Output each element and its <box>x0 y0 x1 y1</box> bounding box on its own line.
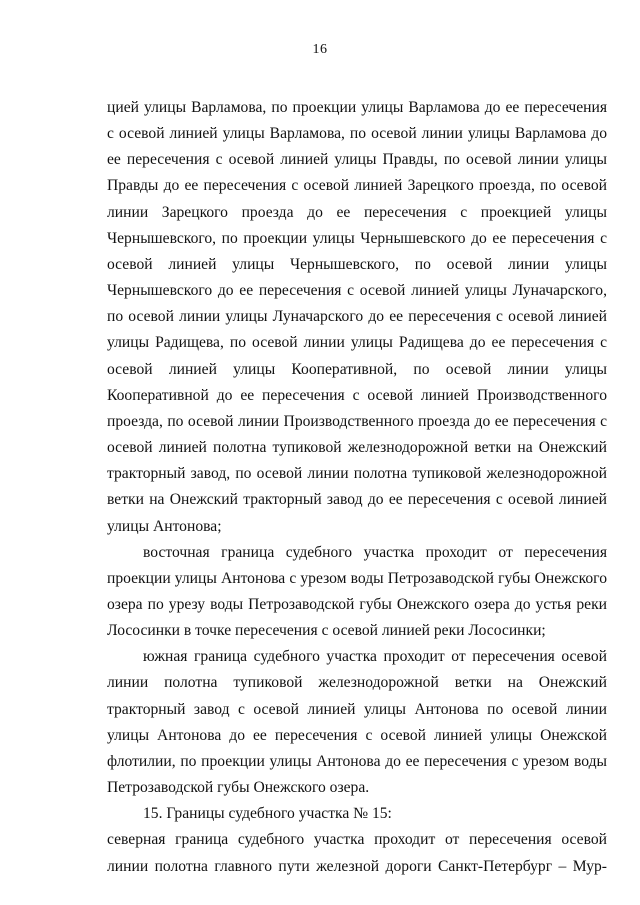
document-body <box>107 95 607 880</box>
paragraph-east-boundary: восточная граница судебного участка проходит от пересечения проекции улицы Антонова с урезом воды Петрозаводской губы Онежского озера по урезу воды Петрозаводской губы Онежского озера до устья реки Лососинки в точке пересечения с осевой линией реки Лососинки; <box>107 543 607 640</box>
page-number: 16 <box>312 42 328 57</box>
paragraph-continued-north-boundary: цией улицы Варламова, по проекции улицы Варламова до ее пересечения с осевой линией улицы Варламова, по осевой линии улицы Варламова до ее пересечения с осевой линией улицы Правды, по осевой линии улицы Правды до ее пересечения с осевой линией Зарецкого проезда, по осевой линии Зарецкого проезда до ее пересечения с проекцией улицы Чернышевского, по проекции улицы Чернышевского до ее пересечения с осевой линией улицы Чернышевского, по осевой линии улицы Чернышевского до ее пересечения с осевой линией улицы Луначарского, по осевой линии улицы Луначарского до ее пересечения с осевой линией улицы Радищева, по осевой линии улицы Радищева до ее пересечения с осевой линией улицы Кооперативной, по осевой линии улицы Кооперативной до ее пересечения с осевой линией Производственного проезда, по осевой линии Производственного проезда до ее пересечения с осевой линией полотна тупиковой железнодорожной ветки на Онежский тракторный завод, по осевой линии полотна тупиковой железнодорожной ветки на Онежский тракторный завод до ее пересечения с осевой линией улицы Антонова; <box>107 99 607 535</box>
paragraph-north-boundary-15: северная граница судебного участка проходит от пересечения осевой линии полотна главного пути железной дороги Санкт-Петербург – Мур- <box>107 831 607 875</box>
paragraph-south-boundary: южная граница судебного участка проходит от пересечения осевой линии полотна тупиковой железнодорожной ветки на Онежский тракторный завод с осевой линией улицы Антонова по осевой линии улицы Антонова до ее пересечения с осевой линией улицы Онежской флотилии, по проекции улицы Антонова до ее пересечения с урезом воды Петрозаводской губы Онежского озера. <box>107 648 607 797</box>
section-heading-court-district-15: 15. Границы судебного участка № 15: <box>143 805 392 823</box>
